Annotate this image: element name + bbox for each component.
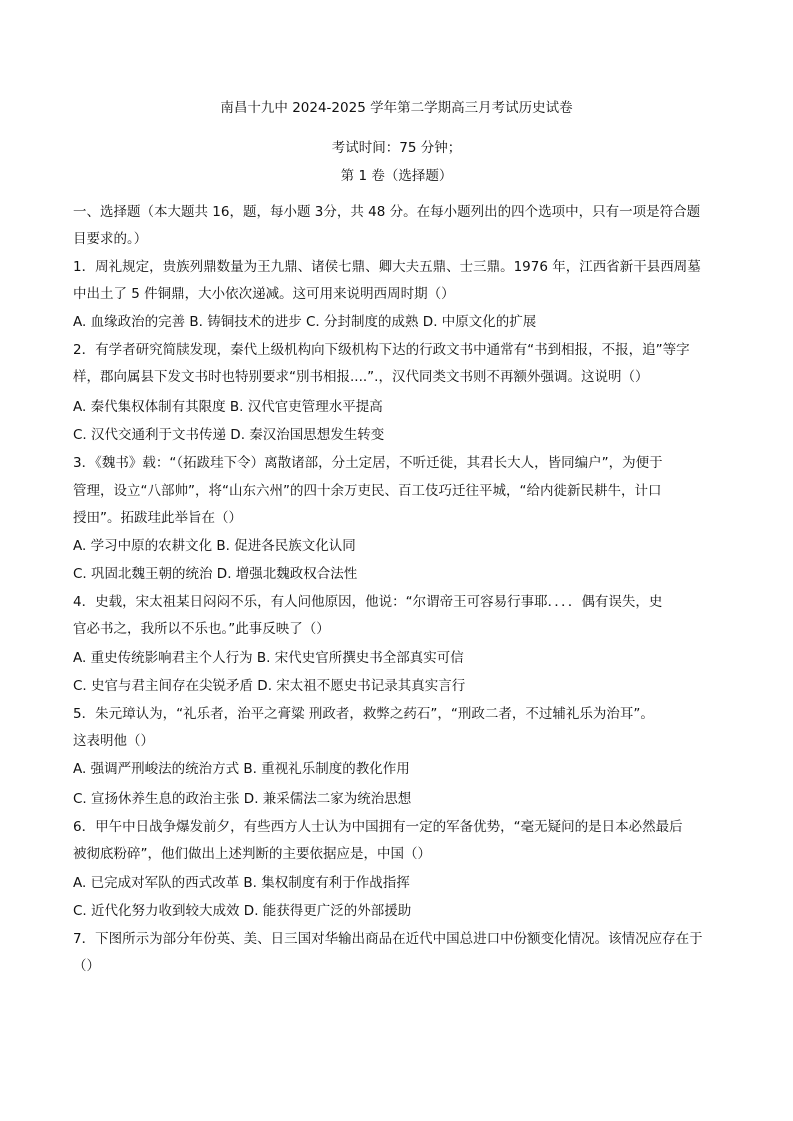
q4-stem-cont: 官必书之，我所以不乐也。”此事反映了（）	[73, 621, 330, 637]
q6-stem: 6．甲午中日战争爆发前夕，有些西方人士认为中国拥有一定的军备优势，“毫无疑问的是日本必然最后	[73, 819, 683, 835]
q7-stem: 7．下图所示为部分年份英、美、日三国对华输出商品在近代中国总进口中份额变化情况。该情况应存在于	[73, 931, 703, 947]
q2-options-ab: A. 秦代集权体制有其限度 B. 汉代官吏管理水平提高	[73, 399, 383, 415]
q4-options-ab: A. 重史传统影响君主个人行为 B. 宋代史官所撰史书全部真实可信	[73, 650, 464, 666]
q5-options-cd: C. 宣扬休养生息的政治主张 D. 兼采儒法二家为统治思想	[73, 791, 412, 807]
q5-options-ab: A. 强调严刑峻法的统治方式 B. 重视礼乐制度的教化作用	[73, 761, 410, 777]
q1-stem: 1．周礼规定，贵族列鼎数量为王九鼎、诸侯七鼎、卿大夫五鼎、士三鼎。1976 年，江西省新干县西周墓	[73, 259, 701, 275]
q2-stem-cont: 样，郡向属县下发文书时也特别要求“別书相报....”.，汉代同类文书则不再额外强调。这说明（）	[73, 369, 649, 385]
q5-stem-cont: 这表明他（）	[73, 733, 154, 749]
q6-options-ab: A. 已完成对军队的西式改革 B. 集权制度有利于作战指挥	[73, 875, 410, 891]
q3-options-ab: A. 学习中原的农耕文化 B. 促进各民族文化认同	[73, 538, 356, 554]
q3-stem-cont2: 授田”。拓跋珪此举旨在（）	[73, 510, 242, 526]
q3-stem: 3．《魏书》载：“（拓跋珪下令）离散诸部，分土定居，不听迁徙，其君长大人，皆同编户”，为便于	[73, 455, 663, 471]
q1-options: A. 血缘政治的完善 B. 铸铜技术的进步 C. 分封制度的成熟 D. 中原文化的扩展	[73, 314, 537, 330]
exam-time: 考试时间：75 分钟；	[331, 140, 462, 156]
q4-options-cd: C. 史官与君主间存在尖锐矛盾 D. 宋太祖不愿史书记录其真实言行	[73, 678, 466, 694]
volume-heading: 第 1 卷（选择题）	[340, 168, 453, 184]
q5-stem: 5．朱元璋认为，“礼乐者，治平之膏粱 刑政者，救弊之药石”，“刑政二者，不过辅礼乐为治耳”。	[73, 706, 654, 722]
q7-stem-cont: （）	[73, 958, 100, 974]
q1-stem-cont: 中出土了 5 件铜鼎，大小依次递减。这可用来说明西周时期（）	[73, 286, 455, 302]
q3-stem-cont: 管理，设立“八部帅”，将“山东六州”的四十余万吏民、百工伎巧迁往平城，“给内徙新民耕牛，计口	[73, 483, 662, 499]
q2-stem: 2．有学者研究简牍发现，秦代上级机构向下级机构下达的行政文书中通常有“书到相报，不报，追”等字	[73, 342, 690, 358]
q2-options-cd: C. 汉代交通利于文书传递 D. 秦汉治国思想发生转变	[73, 427, 385, 443]
section-instruction: 一、选择题（本大题共 16，题，每小题 3分，共 48 分。在每小题列出的四个选项中，只有一项是符合题	[73, 204, 701, 220]
q4-stem: 4．史载，宋太祖某日闷闷不乐，有人问他原因，他说：“尔谓帝王可容易行事耶．．．．偶有误失，史	[73, 594, 663, 610]
q3-options-cd: C. 巩固北魏王朝的统治 D. 增强北魏政权合法性	[73, 566, 358, 582]
q6-options-cd: C. 近代化努力收到较大成效 D. 能获得更广泛的外部援助	[73, 903, 412, 919]
q6-stem-cont: 被彻底粉碎”，他们做出上述判断的主要依据应是，中国（）	[73, 846, 431, 862]
exam-title: 南昌十九中 2024-2025 学年第二学期高三月考试历史试卷	[220, 100, 573, 116]
section-instruction-cont: 目要求的。）	[73, 231, 148, 247]
